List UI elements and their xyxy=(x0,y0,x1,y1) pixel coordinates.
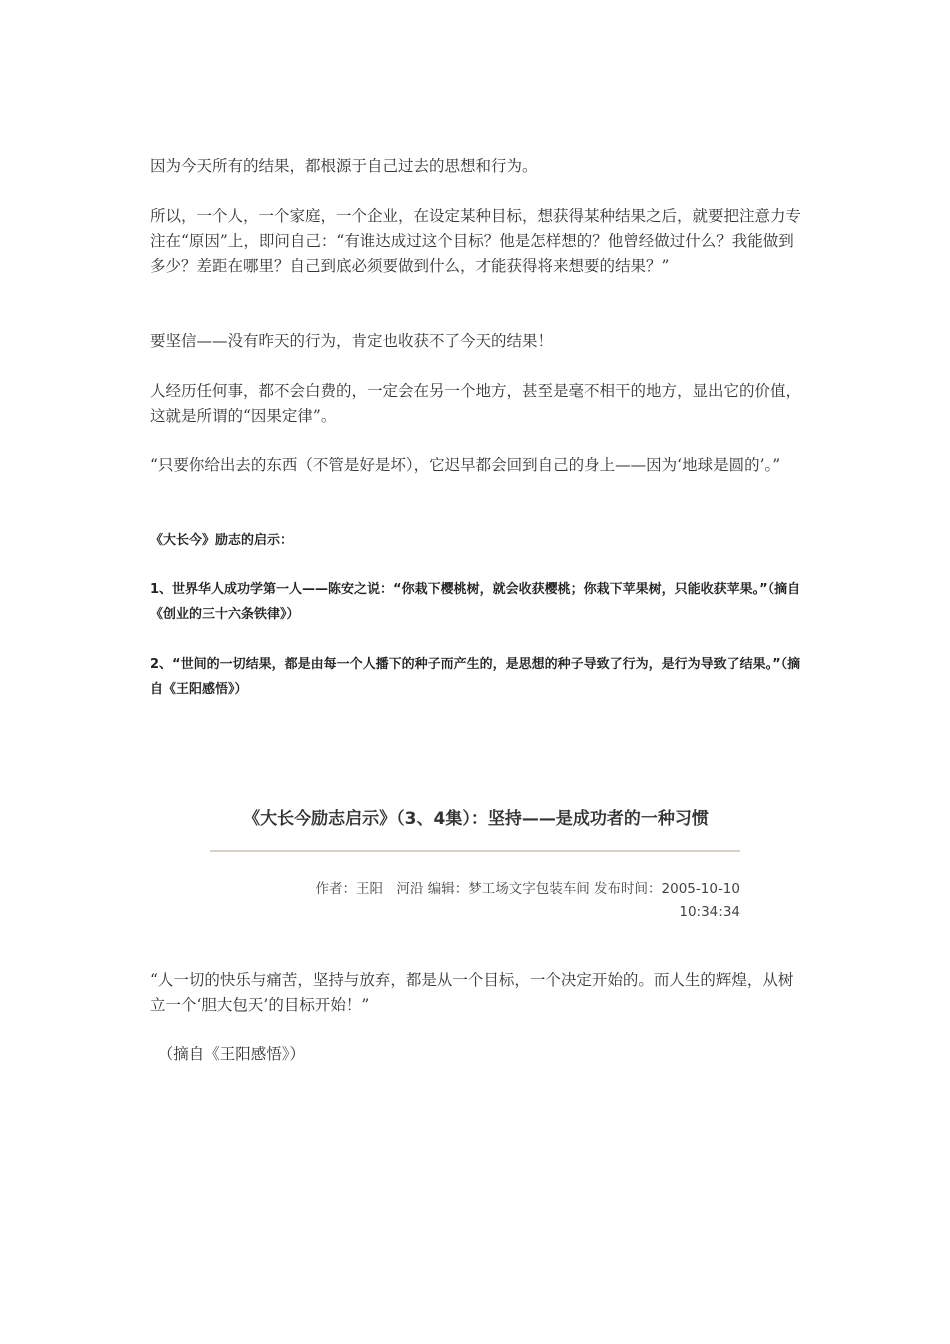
article-meta xyxy=(210,878,740,924)
section-heading-inspiration: 《大长今》励志的启示： xyxy=(150,533,294,548)
point-1-chen-anzhi: 1、世界华人成功学第一人——陈安之说：“你栽下樱桃树，就会收获樱桃；你栽下苹果树，只能收获苹果。”（摘自《创业的三十六条铁律》） xyxy=(150,582,801,622)
title-divider xyxy=(210,850,740,852)
paragraph-causality-law: 人经历任何事，都不会白费的，一定会在另一个地方，甚至是毫不相干的地方，显出它的价值，这就是所谓的“因果定律”。 xyxy=(150,382,802,425)
paragraph-focus-on-cause: 所以，一个人，一个家庭，一个企业，在设定某种目标，想获得某种结果之后，就要把注意力专注在“原因”上，即问自己：“有谁达成过这个目标？他是怎样想的？他曾经做过什么？我能做到多少？差距在哪里？自己到底必须要做到什么，才能获得将来想要的结果？” xyxy=(150,207,802,275)
article-title: 《大长今励志启示》（3、4集）：坚持——是成功者的一种习惯 xyxy=(243,809,709,829)
paragraph-earth-is-round: “只要你给出去的东西（不管是好是坏），它迟早都会回到自己的身上——因为‘地球是圆的’。” xyxy=(150,456,781,474)
meta-byline: 作者：王阳 河沿 编辑：梦工场文字包装车间 发布时间：2005-10-10 xyxy=(315,881,740,897)
point-2-seeds-of-thought: 2、“世间的一切结果，都是由每一个人播下的种子而产生的，是思想的种子导致了行为，是行为导致了结果。”（摘自《王阳感悟》） xyxy=(150,657,801,697)
paragraph-believe: 要坚信——没有昨天的行为，肯定也收获不了今天的结果！ xyxy=(150,332,554,350)
paragraph-results-root: 因为今天所有的结果，都根源于自己过去的思想和行为。 xyxy=(150,157,538,175)
paragraph-source: （摘自《王阳感悟》） xyxy=(150,1045,306,1063)
paragraph-quote-goal: “人一切的快乐与痛苦，坚持与放弃，都是从一个目标，一个决定开始的。而人生的辉煌，从树立一个‘胆大包天’的目标开始！” xyxy=(150,971,794,1014)
meta-time: 10:34:34 xyxy=(679,904,740,920)
